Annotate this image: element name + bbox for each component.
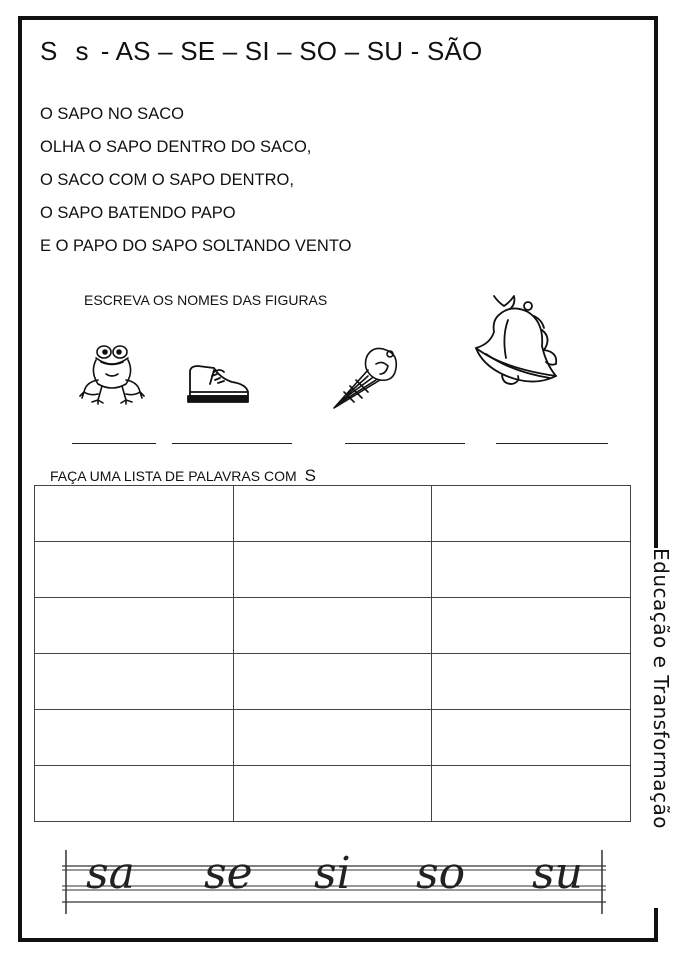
word-cell[interactable] (233, 654, 432, 710)
word-cell[interactable] (35, 486, 234, 542)
figures-instruction: ESCREVA OS NOMES DAS FIGURAS (84, 292, 328, 308)
poem-line: O SACO COM O SAPO DENTRO, (40, 171, 294, 189)
list-instruction-text: FAÇA UMA LISTA DE PALAVRAS COM (50, 468, 297, 484)
word-cell[interactable] (432, 654, 631, 710)
cursive-syllable: sa (86, 848, 135, 899)
word-cell[interactable] (35, 654, 234, 710)
word-cell[interactable] (233, 710, 432, 766)
table-row (35, 598, 631, 654)
cursive-syllable: si (314, 848, 351, 899)
poem-line: O SAPO NO SACO (40, 105, 184, 123)
list-instruction (50, 466, 316, 486)
poem-line: O SAPO BATENDO PAPO (40, 204, 236, 222)
cursive-syllable: su (532, 848, 583, 899)
word-cell[interactable] (233, 766, 432, 822)
table-row (35, 486, 631, 542)
answer-line-3[interactable] (345, 443, 465, 444)
word-cell[interactable] (432, 766, 631, 822)
word-cell[interactable] (432, 486, 631, 542)
word-list-table (34, 485, 631, 822)
answer-line-2[interactable] (172, 443, 292, 444)
poem-line: OLHA O SAPO DENTRO DO SACO, (40, 138, 312, 156)
word-cell[interactable] (233, 598, 432, 654)
answer-line-1[interactable] (72, 443, 156, 444)
table-row (35, 710, 631, 766)
answer-line-4[interactable] (496, 443, 608, 444)
cursive-syllable: se (204, 848, 253, 899)
cursive-syllable: so (416, 848, 466, 899)
word-cell[interactable] (233, 486, 432, 542)
page-title (40, 36, 482, 67)
side-watermark (648, 548, 673, 908)
ice-cream-icon (330, 344, 402, 414)
poem-line: E O PAPO DO SAPO SOLTANDO VENTO (40, 237, 352, 255)
table-row (35, 542, 631, 598)
list-instruction-letter: S (304, 466, 316, 485)
word-cell[interactable] (233, 542, 432, 598)
poem (40, 98, 351, 263)
word-cell[interactable] (35, 598, 234, 654)
bell-icon (472, 292, 564, 392)
title-lowercase-letter: s (75, 36, 89, 66)
word-cell[interactable] (432, 710, 631, 766)
shoe-icon (184, 362, 252, 406)
word-cell[interactable] (35, 710, 234, 766)
word-cell[interactable] (432, 598, 631, 654)
table-row (35, 654, 631, 710)
word-cell[interactable] (35, 766, 234, 822)
word-cell[interactable] (432, 542, 631, 598)
table-row (35, 766, 631, 822)
frog-icon (76, 340, 148, 406)
side-watermark-text: Educação e Transformação (649, 548, 673, 829)
title-syllables: - AS – SE – SI – SO – SU - SÃO (100, 36, 483, 66)
title-uppercase-letter: S (40, 36, 58, 66)
word-cell[interactable] (35, 542, 234, 598)
